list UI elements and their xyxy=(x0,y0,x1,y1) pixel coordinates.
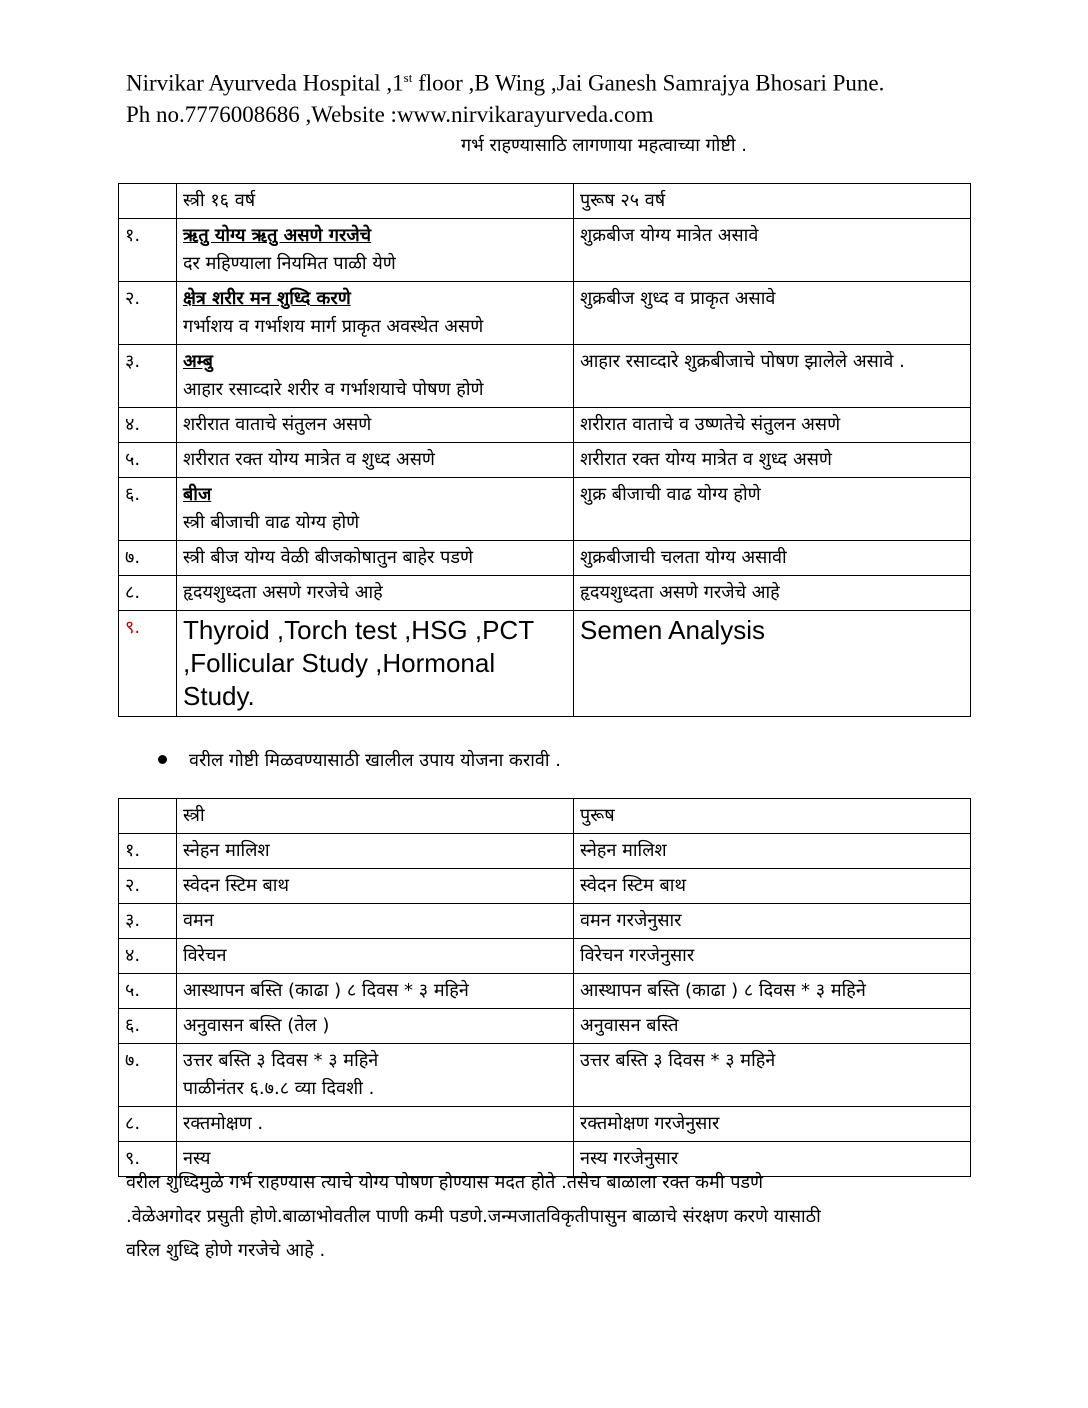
table-row xyxy=(119,1107,971,1142)
women-heading: बीज xyxy=(183,484,212,505)
women-text: दर महिण्याला नियमित पाळी येणे xyxy=(183,253,396,274)
header-cell-num xyxy=(119,184,177,219)
table-header-row xyxy=(119,799,971,834)
row-number: २. xyxy=(119,282,177,345)
women-cell: अनुवासन बस्ति (तेल ) xyxy=(177,1009,574,1044)
women-cell: शरीरात रक्त योग्य मात्रेत व शुध्द असणे xyxy=(177,443,574,478)
row-number: ३. xyxy=(119,904,177,939)
requirements-table xyxy=(118,183,971,717)
men-cell: नस्य गरजेनुसार xyxy=(574,1142,971,1177)
row-number: ४. xyxy=(119,939,177,974)
men-cell: उत्तर बस्ति ३ दिवस * ३ महिने xyxy=(574,1044,971,1107)
table-row xyxy=(119,478,971,541)
women-cell xyxy=(177,345,574,408)
men-cell: विरेचन गरजेनुसार xyxy=(574,939,971,974)
header-cell-women: स्त्री xyxy=(177,799,574,834)
men-cell: अनुवासन बस्ति xyxy=(574,1009,971,1044)
men-tests-cell: Semen Analysis xyxy=(574,611,971,717)
women-heading: ऋतु योग्य ऋतु असणे गरजेचे xyxy=(183,225,372,246)
row-number: ८. xyxy=(119,576,177,611)
bullet-text: वरील गोष्टी मिळवण्यासाठी खालील उपाय योजना करावी . xyxy=(189,750,561,771)
men-cell: शुक्र बीजाची वाढ योग्य होणे xyxy=(574,478,971,541)
table-row xyxy=(119,541,971,576)
table-row xyxy=(119,834,971,869)
table-row xyxy=(119,443,971,478)
row-number: ६. xyxy=(119,1009,177,1044)
women-heading: अम्बु xyxy=(183,351,213,372)
hospital-contact: Ph no.7776008686 ,Website :www.nirvikarayurveda.com xyxy=(126,101,654,127)
footer-line: .वेळेअगोदर प्रसुती होणे.बाळाभोवतील पाणी कमी पडणे.जन्मजातविकृतीपासुन बाळाचे संरक्षण करणे यासाठी xyxy=(126,1206,821,1227)
women-cell xyxy=(177,478,574,541)
men-cell: रक्तमोक्षण गरजेनुसार xyxy=(574,1107,971,1142)
table-row xyxy=(119,219,971,282)
men-cell: वमन गरजेनुसार xyxy=(574,904,971,939)
women-cell xyxy=(177,219,574,282)
women-cell: शरीरात वाताचे संतुलन असणे xyxy=(177,408,574,443)
footer-line: वरील शुध्दिमुळे गर्भ राहण्यास त्याचे योग्य पोषण होण्यास मदत होते .तसेच बाळाला रक्त कमी पडणे xyxy=(126,1172,764,1193)
footer-paragraph xyxy=(126,1166,956,1268)
women-cell: आस्थापन बस्ति (काढा ) ८ दिवस * ३ महिने xyxy=(177,974,574,1009)
women-cell: रक्तमोक्षण . xyxy=(177,1107,574,1142)
women-text: गर्भाशय व गर्भाशय मार्ग प्राकृत अवस्थेत असणे xyxy=(183,316,484,337)
women-cell: हृदयशुध्दता असणे गरजेचे आहे xyxy=(177,576,574,611)
footer-line: वरिल शुध्दि होणे गरजेचे आहे . xyxy=(126,1240,326,1261)
row-number: ९. xyxy=(119,611,177,717)
table-row xyxy=(119,904,971,939)
women-cell xyxy=(177,1044,574,1107)
row-number: २. xyxy=(119,869,177,904)
header-cell-men: पुरूष २५ वर्ष xyxy=(574,184,971,219)
header-cell-women: स्त्री १६ वर्ष xyxy=(177,184,574,219)
row-number: ५. xyxy=(119,443,177,478)
men-cell: आस्थापन बस्ति (काढा ) ८ दिवस * ३ महिने xyxy=(574,974,971,1009)
table-row xyxy=(119,869,971,904)
women-cell: स्नेहन मालिश xyxy=(177,834,574,869)
men-cell: शुक्रबीजाची चलता योग्य असावी xyxy=(574,541,971,576)
table-row xyxy=(119,345,971,408)
women-cell xyxy=(177,282,574,345)
women-heading: क्षेत्र शरीर मन शुध्दि करणे xyxy=(183,288,351,309)
row-number: १. xyxy=(119,834,177,869)
row-number: ९. xyxy=(119,1142,177,1177)
treatments-table xyxy=(118,798,971,1177)
row-number: ६. xyxy=(119,478,177,541)
row-number: ५. xyxy=(119,974,177,1009)
table-row xyxy=(119,576,971,611)
table-header-row xyxy=(119,184,971,219)
men-cell: स्वेदन स्टिम बाथ xyxy=(574,869,971,904)
men-cell: शरीरात रक्त योग्य मात्रेत व शुध्द असणे xyxy=(574,443,971,478)
women-cell: स्त्री बीज योग्य वेळी बीजकोषातुन बाहेर पडणे xyxy=(177,541,574,576)
table-row xyxy=(119,1044,971,1107)
table-row xyxy=(119,1009,971,1044)
men-cell: शुक्रबीज शुध्द व प्राकृत असावे xyxy=(574,282,971,345)
women-cell: स्वेदन स्टिम बाथ xyxy=(177,869,574,904)
header-cell-num xyxy=(119,799,177,834)
header-cell-men: पुरूष xyxy=(574,799,971,834)
page-title: गर्भ राहण्यासाठि लागणाया महत्वाच्या गोष्टी . xyxy=(460,135,748,156)
bullet-icon xyxy=(158,755,167,764)
table-row-tests xyxy=(119,611,971,717)
men-cell: शुक्रबीज योग्य मात्रेत असावे xyxy=(574,219,971,282)
men-cell: आहार रसाव्दारे शुक्रबीजाचे पोषण झालेले असावे . xyxy=(574,345,971,408)
women-cell: नस्य xyxy=(177,1142,574,1177)
women-text: स्त्री बीजाची वाढ योग्य होणे xyxy=(183,512,360,533)
women-text-2: पाळीनंतर ६.७.८ व्या दिवशी . xyxy=(183,1078,375,1099)
row-number: ७. xyxy=(119,1044,177,1107)
row-number: १. xyxy=(119,219,177,282)
men-cell: शरीरात वाताचे व उष्णतेचे संतुलन असणे xyxy=(574,408,971,443)
row-number: ३. xyxy=(119,345,177,408)
hospital-address: Nirvikar Ayurveda Hospital ,1st floor ,B Wing ,Jai Ganesh Samrajya Bhosari Pune. xyxy=(126,70,885,96)
table-row xyxy=(119,974,971,1009)
table-row xyxy=(119,282,971,345)
row-number: ७. xyxy=(119,541,177,576)
table-row xyxy=(119,408,971,443)
women-text: आहार रसाव्दारे शरीर व गर्भाशयाचे पोषण होणे xyxy=(183,379,484,400)
hospital-header xyxy=(126,62,884,130)
women-cell: विरेचन xyxy=(177,939,574,974)
men-cell: हृदयशुध्दता असणे गरजेचे आहे xyxy=(574,576,971,611)
bullet-note xyxy=(158,748,561,774)
women-text: उत्तर बस्ति ३ दिवस * ३ महिने xyxy=(183,1050,379,1071)
women-cell: वमन xyxy=(177,904,574,939)
table-row xyxy=(119,939,971,974)
men-cell: स्नेहन मालिश xyxy=(574,834,971,869)
row-number: ८. xyxy=(119,1107,177,1142)
women-tests-cell: Thyroid ,Torch test ,HSG ,PCT ,Follicular Study ,Hormonal Study. xyxy=(177,611,574,717)
row-number: ४. xyxy=(119,408,177,443)
